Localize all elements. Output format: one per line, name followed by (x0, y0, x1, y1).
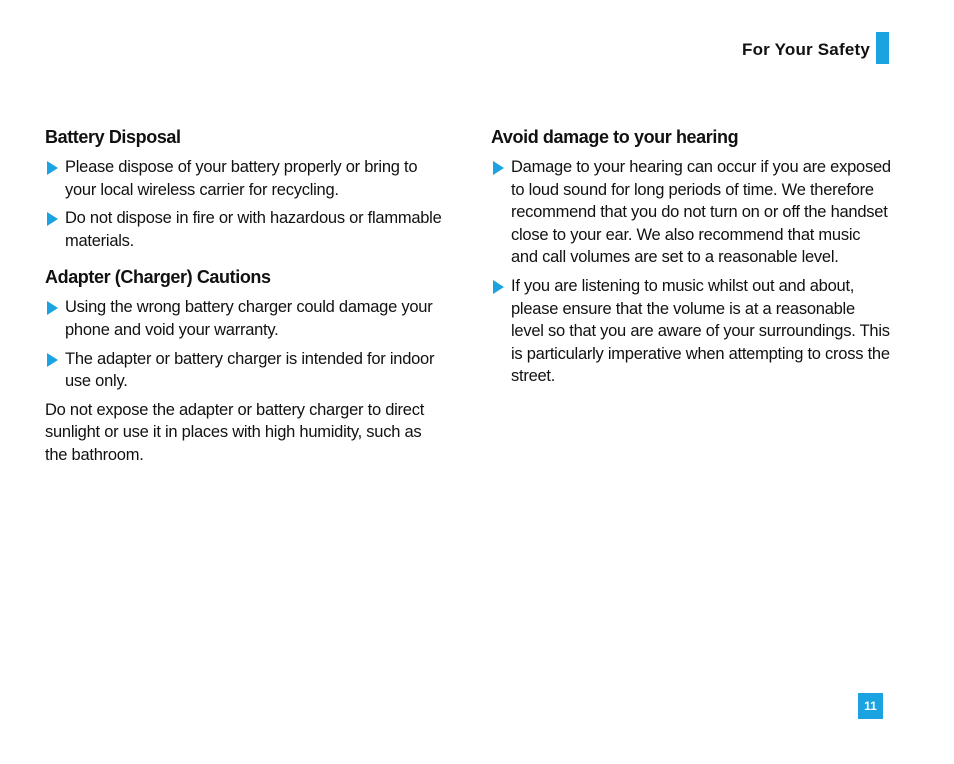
right-column (491, 124, 891, 400)
bullet-item (45, 348, 445, 393)
page-header (742, 32, 889, 64)
bullet-text: Damage to your hearing can occur if you are exposed to loud sound for long periods of time. We therefore recommend that you do not turn on or off the handset close to your ear. We also recommend that music and call volumes are set to a reasonable level. (511, 158, 891, 267)
bullet-text: Do not dispose in fire or with hazardous or flammable materials. (65, 209, 442, 250)
section-hearing (491, 124, 891, 388)
section-adapter-cautions (45, 264, 445, 466)
section-battery-disposal (45, 124, 445, 252)
header-title: For Your Safety (741, 40, 870, 59)
bullet-item (45, 296, 445, 341)
bullet-list (45, 296, 445, 392)
bullet-item (45, 207, 445, 252)
header-accent-tab (876, 32, 889, 64)
section-heading: Avoid damage to your hearing (491, 127, 739, 147)
triangle-bullet-icon (47, 161, 58, 175)
bullet-text: The adapter or battery charger is intended for indoor use only. (65, 349, 435, 391)
left-column (45, 124, 445, 479)
triangle-bullet-icon (47, 212, 58, 226)
triangle-bullet-icon (47, 301, 58, 315)
triangle-bullet-icon (493, 280, 504, 294)
page-number-badge: 11 (858, 693, 883, 719)
bullet-item (491, 156, 891, 269)
bullet-text: Using the wrong battery charger could damage your phone and void your warranty. (65, 298, 433, 339)
bullet-text: If you are listening to music whilst out and about, please ensure that the volume is at a reasonable level so that you are aware of your surroundings. This is particularly imperative when attempting to cross the street. (511, 276, 890, 386)
section-heading: Battery Disposal (45, 127, 181, 147)
triangle-bullet-icon (493, 161, 504, 175)
bullet-item (45, 156, 445, 201)
bullet-item (491, 275, 891, 388)
bullet-text: Please dispose of your battery properly or bring to your local wireless carrier for recycling. (65, 158, 418, 199)
bullet-list (491, 156, 891, 388)
triangle-bullet-icon (47, 353, 58, 367)
adapter-note-paragraph: Do not expose the adapter or battery charger to direct sunlight or use it in places with high humidity, such as the bathroom. (45, 400, 425, 464)
bullet-list (45, 156, 445, 252)
section-heading: Adapter (Charger) Cautions (45, 267, 271, 288)
